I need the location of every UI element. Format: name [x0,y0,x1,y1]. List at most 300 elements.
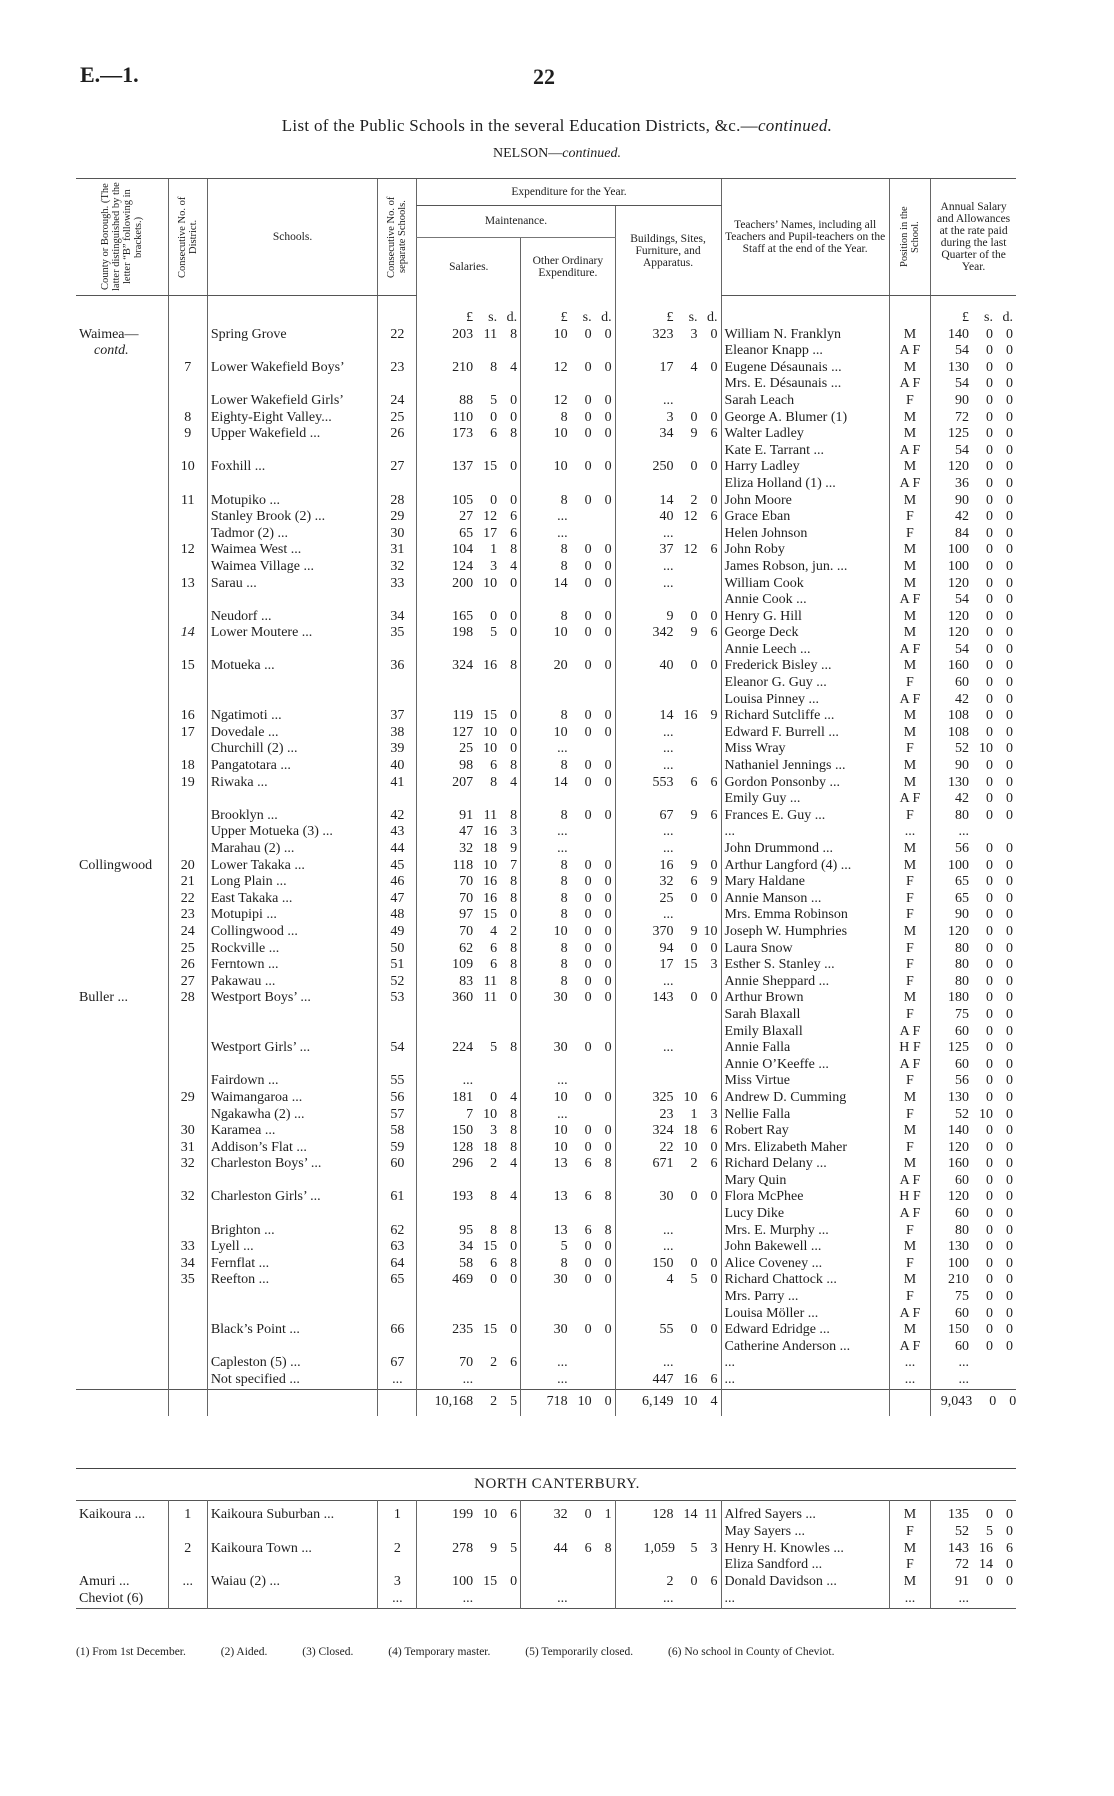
other-expenditure-cell: 8 0 0 [521,1256,615,1273]
position-cell: A F [889,791,930,808]
table-row [76,1189,1016,1206]
school-name-cell: Collingwood ... [207,924,377,941]
salaries-cell: 278 9 5 [417,1541,521,1558]
other-expenditure-cell: 10 0 0 [521,327,615,344]
district-no-cell: 34 [168,1256,207,1273]
salaries-cell: 70 2 6 [417,1355,521,1372]
table-row [76,941,1016,958]
salaries-cell: 210 8 4 [417,360,521,377]
district-no-cell [168,592,207,609]
other-expenditure-cell [521,343,615,360]
teacher-name-cell: Arthur Brown [721,990,889,1007]
position-cell: A F [889,343,930,360]
units-row [76,310,1016,327]
table-row [76,1007,1016,1024]
section-divider [76,1468,1016,1469]
school-no-cell: 39 [378,741,417,758]
buildings-cell [615,1557,721,1574]
teacher-name-cell: Richard Chattock ... [721,1272,889,1289]
county-cell [76,824,168,841]
position-cell: M [889,493,930,510]
school-name-cell: Dovedale ... [207,725,377,742]
other-expenditure-cell: 8 0 0 [521,808,615,825]
teacher-name-cell: Louisa Möller ... [721,1306,889,1323]
county-cell [76,791,168,808]
table-row [76,675,1016,692]
buildings-cell: 1,059 5 3 [615,1541,721,1558]
county-cell [76,393,168,410]
table-row [76,1256,1016,1273]
position-cell: M [889,758,930,775]
school-no-cell: 57 [378,1107,417,1124]
other-expenditure-cell [521,1024,615,1041]
salaries-cell: ... [417,1372,521,1389]
buildings-cell: 447 16 6 [615,1372,721,1389]
other-expenditure-cell: 8 0 0 [521,858,615,875]
county-cell [76,1524,168,1541]
table-row [76,559,1016,576]
district-no-cell [168,1322,207,1339]
salaries-cell: 62 6 8 [417,941,521,958]
buildings-cell: 2 0 6 [615,1574,721,1591]
annual-salary-cell: 120 0 0 [931,459,1016,476]
teacher-name-cell: Mrs. E. Murphy ... [721,1223,889,1240]
position-cell: M [889,559,930,576]
other-expenditure-cell: 5 0 0 [521,1239,615,1256]
salaries-cell: 118 10 7 [417,858,521,875]
school-name-cell: Waimea Village ... [207,559,377,576]
annual-salary-cell: 90 0 0 [931,907,1016,924]
county-cell [76,708,168,725]
other-expenditure-cell: 8 0 0 [521,907,615,924]
school-name-cell: East Takaka ... [207,891,377,908]
other-expenditure-cell: ... [521,526,615,543]
district-no-cell: 12 [168,542,207,559]
annual-salary-cell: 42 0 0 [931,692,1016,709]
school-no-cell: 55 [378,1073,417,1090]
other-expenditure-cell [521,1339,615,1356]
school-no-cell: 3 [378,1574,417,1591]
position-cell: M [889,1541,930,1558]
table-row [76,1541,1016,1558]
north-canterbury-table [76,1500,1016,1609]
teacher-name-cell: Helen Johnson [721,526,889,543]
school-name-cell: Pangatotara ... [207,758,377,775]
position-cell: A F [889,642,930,659]
table-row [76,1507,1016,1524]
teacher-name-cell: Eliza Sandford ... [721,1557,889,1574]
table-row [76,493,1016,510]
other-expenditure-cell: ... [521,509,615,526]
buildings-cell [615,1289,721,1306]
document-reference: E.—1. [80,62,139,87]
position-cell: A F [889,1173,930,1190]
other-expenditure-cell: 30 0 0 [521,990,615,1007]
county-cell [76,443,168,460]
county-cell [76,1289,168,1306]
table-row [76,1206,1016,1223]
district-no-cell: 28 [168,990,207,1007]
position-cell: A F [889,1057,930,1074]
school-name-cell: Lower Wakefield Girls’ [207,393,377,410]
school-name-cell: Long Plain ... [207,874,377,891]
district-no-cell: 2 [168,1541,207,1558]
salaries-cell: 70 16 8 [417,874,521,891]
annual-salary-cell: 100 0 0 [931,542,1016,559]
position-cell: A F [889,592,930,609]
school-no-cell: 40 [378,758,417,775]
school-no-cell: 67 [378,1355,417,1372]
county-cell [76,642,168,659]
school-name-cell: Pakawau ... [207,974,377,991]
table-row [76,874,1016,891]
school-no-cell: 43 [378,824,417,841]
school-name-cell [207,476,377,493]
table-row [76,974,1016,991]
school-name-cell: Capleston (5) ... [207,1355,377,1372]
other-expenditure-cell: ... [521,1591,615,1608]
units-other: £ s. d. [521,310,615,327]
school-no-cell: 59 [378,1140,417,1157]
other-expenditure-cell: 10 0 0 [521,459,615,476]
salaries-cell: 27 12 6 [417,509,521,526]
county-cell [76,1557,168,1574]
schools-table [76,178,1016,1416]
county-cell [76,692,168,709]
district-no-cell [168,824,207,841]
school-name-cell: Brooklyn ... [207,808,377,825]
total-buildings: 6,149 10 4 [615,1389,721,1416]
district-no-cell: 31 [168,1140,207,1157]
table-row [76,343,1016,360]
teacher-name-cell: Edward Edridge ... [721,1322,889,1339]
other-expenditure-cell: 8 0 0 [521,891,615,908]
total-annual: 9,043 0 0 [931,1389,1016,1416]
school-name-cell: Lower Takaka ... [207,858,377,875]
position-cell: F [889,509,930,526]
table-row [76,1339,1016,1356]
district-no-cell [168,1057,207,1074]
annual-salary-cell: 54 0 0 [931,592,1016,609]
salaries-cell: 110 0 0 [417,410,521,427]
county-cell [76,725,168,742]
school-no-cell: 35 [378,625,417,642]
other-expenditure-cell: 10 0 0 [521,625,615,642]
position-cell: ... [889,824,930,841]
district-no-cell: 30 [168,1123,207,1140]
school-no-cell: 62 [378,1223,417,1240]
position-cell: F [889,675,930,692]
school-no-cell [378,476,417,493]
other-expenditure-cell: 8 0 0 [521,941,615,958]
county-cell: Cheviot (6) [79,1590,144,1606]
salaries-cell [417,1173,521,1190]
position-cell: M [889,1123,930,1140]
other-expenditure-cell: 10 0 0 [521,1090,615,1107]
district-no-cell: 25 [168,941,207,958]
table-row [76,658,1016,675]
header-buildings: Buildings, Sites, Furniture, and Apparatus. [615,206,721,296]
district-no-cell [168,327,207,344]
county-cell [76,1272,168,1289]
school-name-cell: Ngatimoti ... [207,708,377,725]
annual-salary-cell: 60 0 0 [931,1024,1016,1041]
position-cell: F [889,957,930,974]
other-expenditure-cell: 12 0 0 [521,360,615,377]
school-name-cell: Tadmor (2) ... [207,526,377,543]
annual-salary-cell: 130 0 0 [931,360,1016,377]
school-no-cell: 48 [378,907,417,924]
position-cell: ... [889,1355,930,1372]
other-expenditure-cell [521,1574,615,1591]
district-no-cell: 18 [168,758,207,775]
table-row [76,327,1016,344]
buildings-cell [615,791,721,808]
district-no-cell: 13 [168,576,207,593]
position-cell: M [889,725,930,742]
other-expenditure-cell [521,1306,615,1323]
annual-salary-cell: 42 0 0 [931,791,1016,808]
district-no-cell [168,526,207,543]
district-no-cell: 27 [168,974,207,991]
other-expenditure-cell: 32 0 1 [521,1507,615,1524]
other-expenditure-cell [521,1557,615,1574]
salaries-cell [417,376,521,393]
salaries-cell: 105 0 0 [417,493,521,510]
district-no-cell [168,509,207,526]
other-expenditure-cell: 8 0 0 [521,708,615,725]
county-cell [76,741,168,758]
school-no-cell [378,592,417,609]
buildings-cell [615,1024,721,1041]
table-row [76,1223,1016,1240]
annual-salary-cell: 72 0 0 [931,410,1016,427]
footnote: (3) Closed. [302,1646,354,1658]
position-cell: F [889,1289,930,1306]
district-no-cell [168,1557,207,1574]
other-expenditure-cell: 8 0 0 [521,542,615,559]
teacher-name-cell: Mrs. Parry ... [721,1289,889,1306]
school-name-cell [207,343,377,360]
other-expenditure-cell: 8 0 0 [521,874,615,891]
county-cell [76,907,168,924]
county-cell [76,1239,168,1256]
buildings-cell: 32 6 9 [615,874,721,891]
school-no-cell: 29 [378,509,417,526]
school-no-cell [378,692,417,709]
buildings-cell [615,343,721,360]
buildings-cell: ... [615,725,721,742]
district-no-cell: 15 [168,658,207,675]
other-expenditure-cell: 8 0 0 [521,493,615,510]
buildings-cell: 128 14 11 [615,1507,721,1524]
teacher-name-cell: John Bakewell ... [721,1239,889,1256]
district-no-cell [168,1524,207,1541]
table-row [76,1173,1016,1190]
salaries-cell: ... [417,1073,521,1090]
school-name-cell: Ferntown ... [207,957,377,974]
school-no-cell: 65 [378,1272,417,1289]
district-no-cell: 23 [168,907,207,924]
position-cell: M [889,924,930,941]
teacher-name-cell: Eleanor Knapp ... [721,343,889,360]
table-row [76,625,1016,642]
annual-salary-cell: ... [931,1591,1016,1608]
buildings-cell: 370 9 10 [615,924,721,941]
other-expenditure-cell: 10 0 0 [521,1123,615,1140]
county-cell [76,493,168,510]
buildings-cell [615,443,721,460]
table-row [76,410,1016,427]
teacher-name-cell: Sarah Leach [721,393,889,410]
position-cell: A F [889,376,930,393]
annual-salary-cell: 120 0 0 [931,1189,1016,1206]
table-header-row [76,179,1016,206]
district-no-cell: 1 [168,1507,207,1524]
school-name-cell [207,642,377,659]
buildings-cell: 553 6 6 [615,775,721,792]
teacher-name-cell: Joseph W. Humphries [721,924,889,941]
table-row [76,907,1016,924]
footnote: (6) No school in County of Cheviot. [668,1646,835,1658]
teacher-name-cell: Annie Cook ... [721,592,889,609]
position-cell: M [889,576,930,593]
teacher-name-cell: Henry G. Hill [721,609,889,626]
school-name-cell: Waiau (2) ... [207,1574,377,1591]
district-no-cell [168,376,207,393]
school-no-cell: 30 [378,526,417,543]
teacher-name-cell: Nellie Falla [721,1107,889,1124]
school-name-cell: Eighty-Eight Valley... [207,410,377,427]
school-name-cell: Brighton ... [207,1223,377,1240]
school-no-cell: 61 [378,1189,417,1206]
annual-salary-cell: 210 0 0 [931,1272,1016,1289]
annual-salary-cell: 125 0 0 [931,426,1016,443]
buildings-cell [615,376,721,393]
table-row [76,1372,1016,1389]
teacher-name-cell: Mrs. Elizabeth Maher [721,1140,889,1157]
school-no-cell [378,1173,417,1190]
position-cell: M [889,542,930,559]
district-no-cell: 32 [168,1156,207,1173]
position-cell: M [889,841,930,858]
total-other: 718 10 0 [521,1389,615,1416]
header-maintenance: Maintenance. [417,206,615,238]
position-cell: M [889,1156,930,1173]
school-name-cell: Westport Girls’ ... [207,1040,377,1057]
other-expenditure-cell [521,592,615,609]
units-annual: £ s. d. [931,310,1016,327]
annual-salary-cell: ... [931,1372,1016,1389]
county-cell [76,576,168,593]
position-cell: M [889,858,930,875]
annual-salary-cell: 120 0 0 [931,576,1016,593]
header-position: Position in the School. [889,179,930,296]
teacher-name-cell: Annie O’Keeffe ... [721,1057,889,1074]
school-no-cell: 36 [378,658,417,675]
position-cell: A F [889,1306,930,1323]
table-row [76,824,1016,841]
annual-salary-cell: 84 0 0 [931,526,1016,543]
salaries-cell: 119 15 0 [417,708,521,725]
salaries-cell [417,675,521,692]
table-row [76,858,1016,875]
buildings-cell: ... [615,393,721,410]
school-no-cell [378,376,417,393]
teacher-name-cell: John Moore [721,493,889,510]
county-cell [76,974,168,991]
header-schools: Schools. [207,179,377,296]
county-cell: Waimea— [79,326,139,342]
salaries-cell: 181 0 4 [417,1090,521,1107]
salaries-cell: 235 15 0 [417,1322,521,1339]
annual-salary-cell: 120 0 0 [931,609,1016,626]
annual-salary-cell: 54 0 0 [931,343,1016,360]
annual-salary-cell: 60 0 0 [931,1206,1016,1223]
buildings-cell: ... [615,1355,721,1372]
salaries-cell [417,1524,521,1541]
position-cell: M [889,1272,930,1289]
salaries-cell: 199 10 6 [417,1507,521,1524]
teacher-name-cell: John Roby [721,542,889,559]
teacher-name-cell: Eugene Désaunais ... [721,360,889,377]
school-name-cell: Kaikoura Suburban ... [207,1507,377,1524]
table-row [76,393,1016,410]
position-cell: M [889,609,930,626]
school-no-cell: 51 [378,957,417,974]
position-cell: F [889,941,930,958]
table-row [76,708,1016,725]
buildings-cell [615,592,721,609]
county-cell [76,758,168,775]
annual-salary-cell: 90 0 0 [931,393,1016,410]
teacher-name-cell: ... [721,1372,889,1389]
county-cell [76,1306,168,1323]
annual-salary-cell: 52 5 0 [931,1524,1016,1541]
other-expenditure-cell: ... [521,841,615,858]
table-row [76,957,1016,974]
district-no-cell [168,1173,207,1190]
buildings-cell: 14 2 0 [615,493,721,510]
position-cell: M [889,360,930,377]
school-no-cell [378,1057,417,1074]
county-cell [76,1189,168,1206]
school-name-cell [207,1007,377,1024]
annual-salary-cell: ... [931,1355,1016,1372]
school-name-cell [207,1524,377,1541]
position-cell: F [889,1007,930,1024]
salaries-cell: 7 10 8 [417,1107,521,1124]
buildings-cell: 250 0 0 [615,459,721,476]
other-expenditure-cell: ... [521,1107,615,1124]
school-name-cell [207,1289,377,1306]
table-row [76,1073,1016,1090]
buildings-cell: ... [615,741,721,758]
salaries-cell: 296 2 4 [417,1156,521,1173]
annual-salary-cell: 54 0 0 [931,443,1016,460]
table-row [76,1574,1016,1591]
school-no-cell [378,1024,417,1041]
position-cell: A F [889,443,930,460]
buildings-cell: 37 12 6 [615,542,721,559]
buildings-cell: ... [615,1591,721,1608]
school-no-cell: 50 [378,941,417,958]
salaries-cell [417,592,521,609]
school-no-cell [378,1339,417,1356]
school-no-cell: 28 [378,493,417,510]
position-cell: F [889,1223,930,1240]
buildings-cell: 323 3 0 [615,327,721,344]
